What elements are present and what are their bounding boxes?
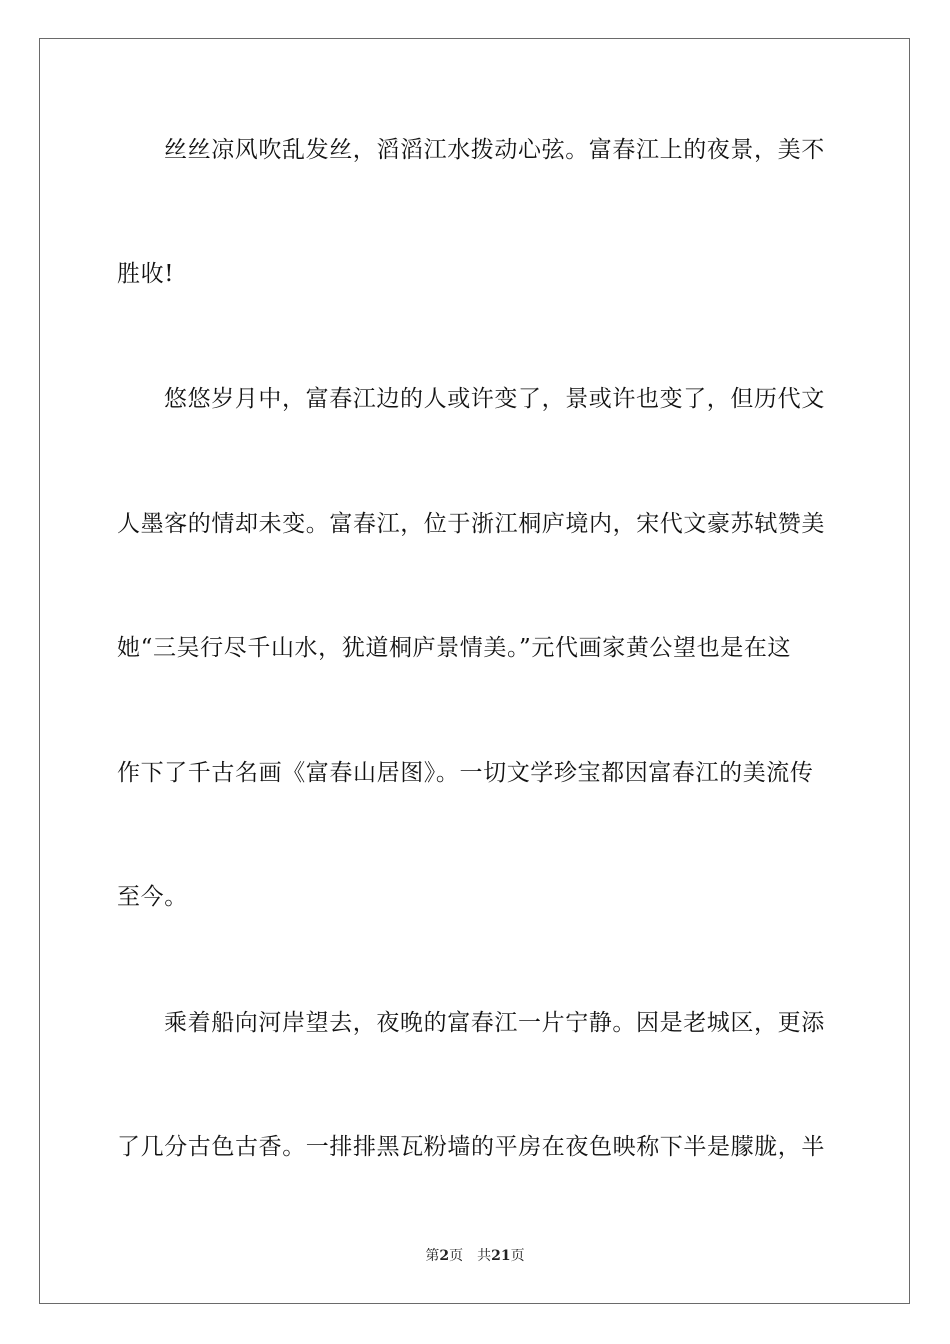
paragraph-2-line-2: 人墨客的情却未变。富春江，位于浙江桐庐境内，宋代文豪苏轼赞美 [117,511,825,537]
page-total: 共21页 [477,1248,525,1264]
paragraph-1-line-2: 胜收! [117,261,175,287]
paragraph-2-line-1: 悠悠岁月中，富春江边的人或许变了，景或许也变了，但历代文 [164,386,825,412]
paragraph-3-line-2: 了几分古色古香。一排排黑瓦粉墙的平房在夜色映称下半是朦胧，半 [117,1134,825,1160]
paragraph-2-line-4: 作下了千古名画《富春山居图》。一切文学珍宝都因富春江的美流传 [117,760,814,786]
page-footer [0,1247,950,1265]
page-border [39,38,910,1304]
page-number: 第2页 [425,1248,464,1264]
paragraph-2-line-5: 至今。 [117,884,188,910]
paragraph-1-line-1: 丝丝凉风吹乱发丝，滔滔江水拨动心弦。富春江上的夜景，美不 [164,137,825,163]
paragraph-2-line-3: 她“三吴行尽千山水，犹道桐庐景情美。”元代画家黄公望也是在这 [117,635,792,661]
paragraph-3-line-1: 乘着船向河岸望去，夜晚的富春江一片宁静。因是老城区，更添 [164,1010,825,1036]
